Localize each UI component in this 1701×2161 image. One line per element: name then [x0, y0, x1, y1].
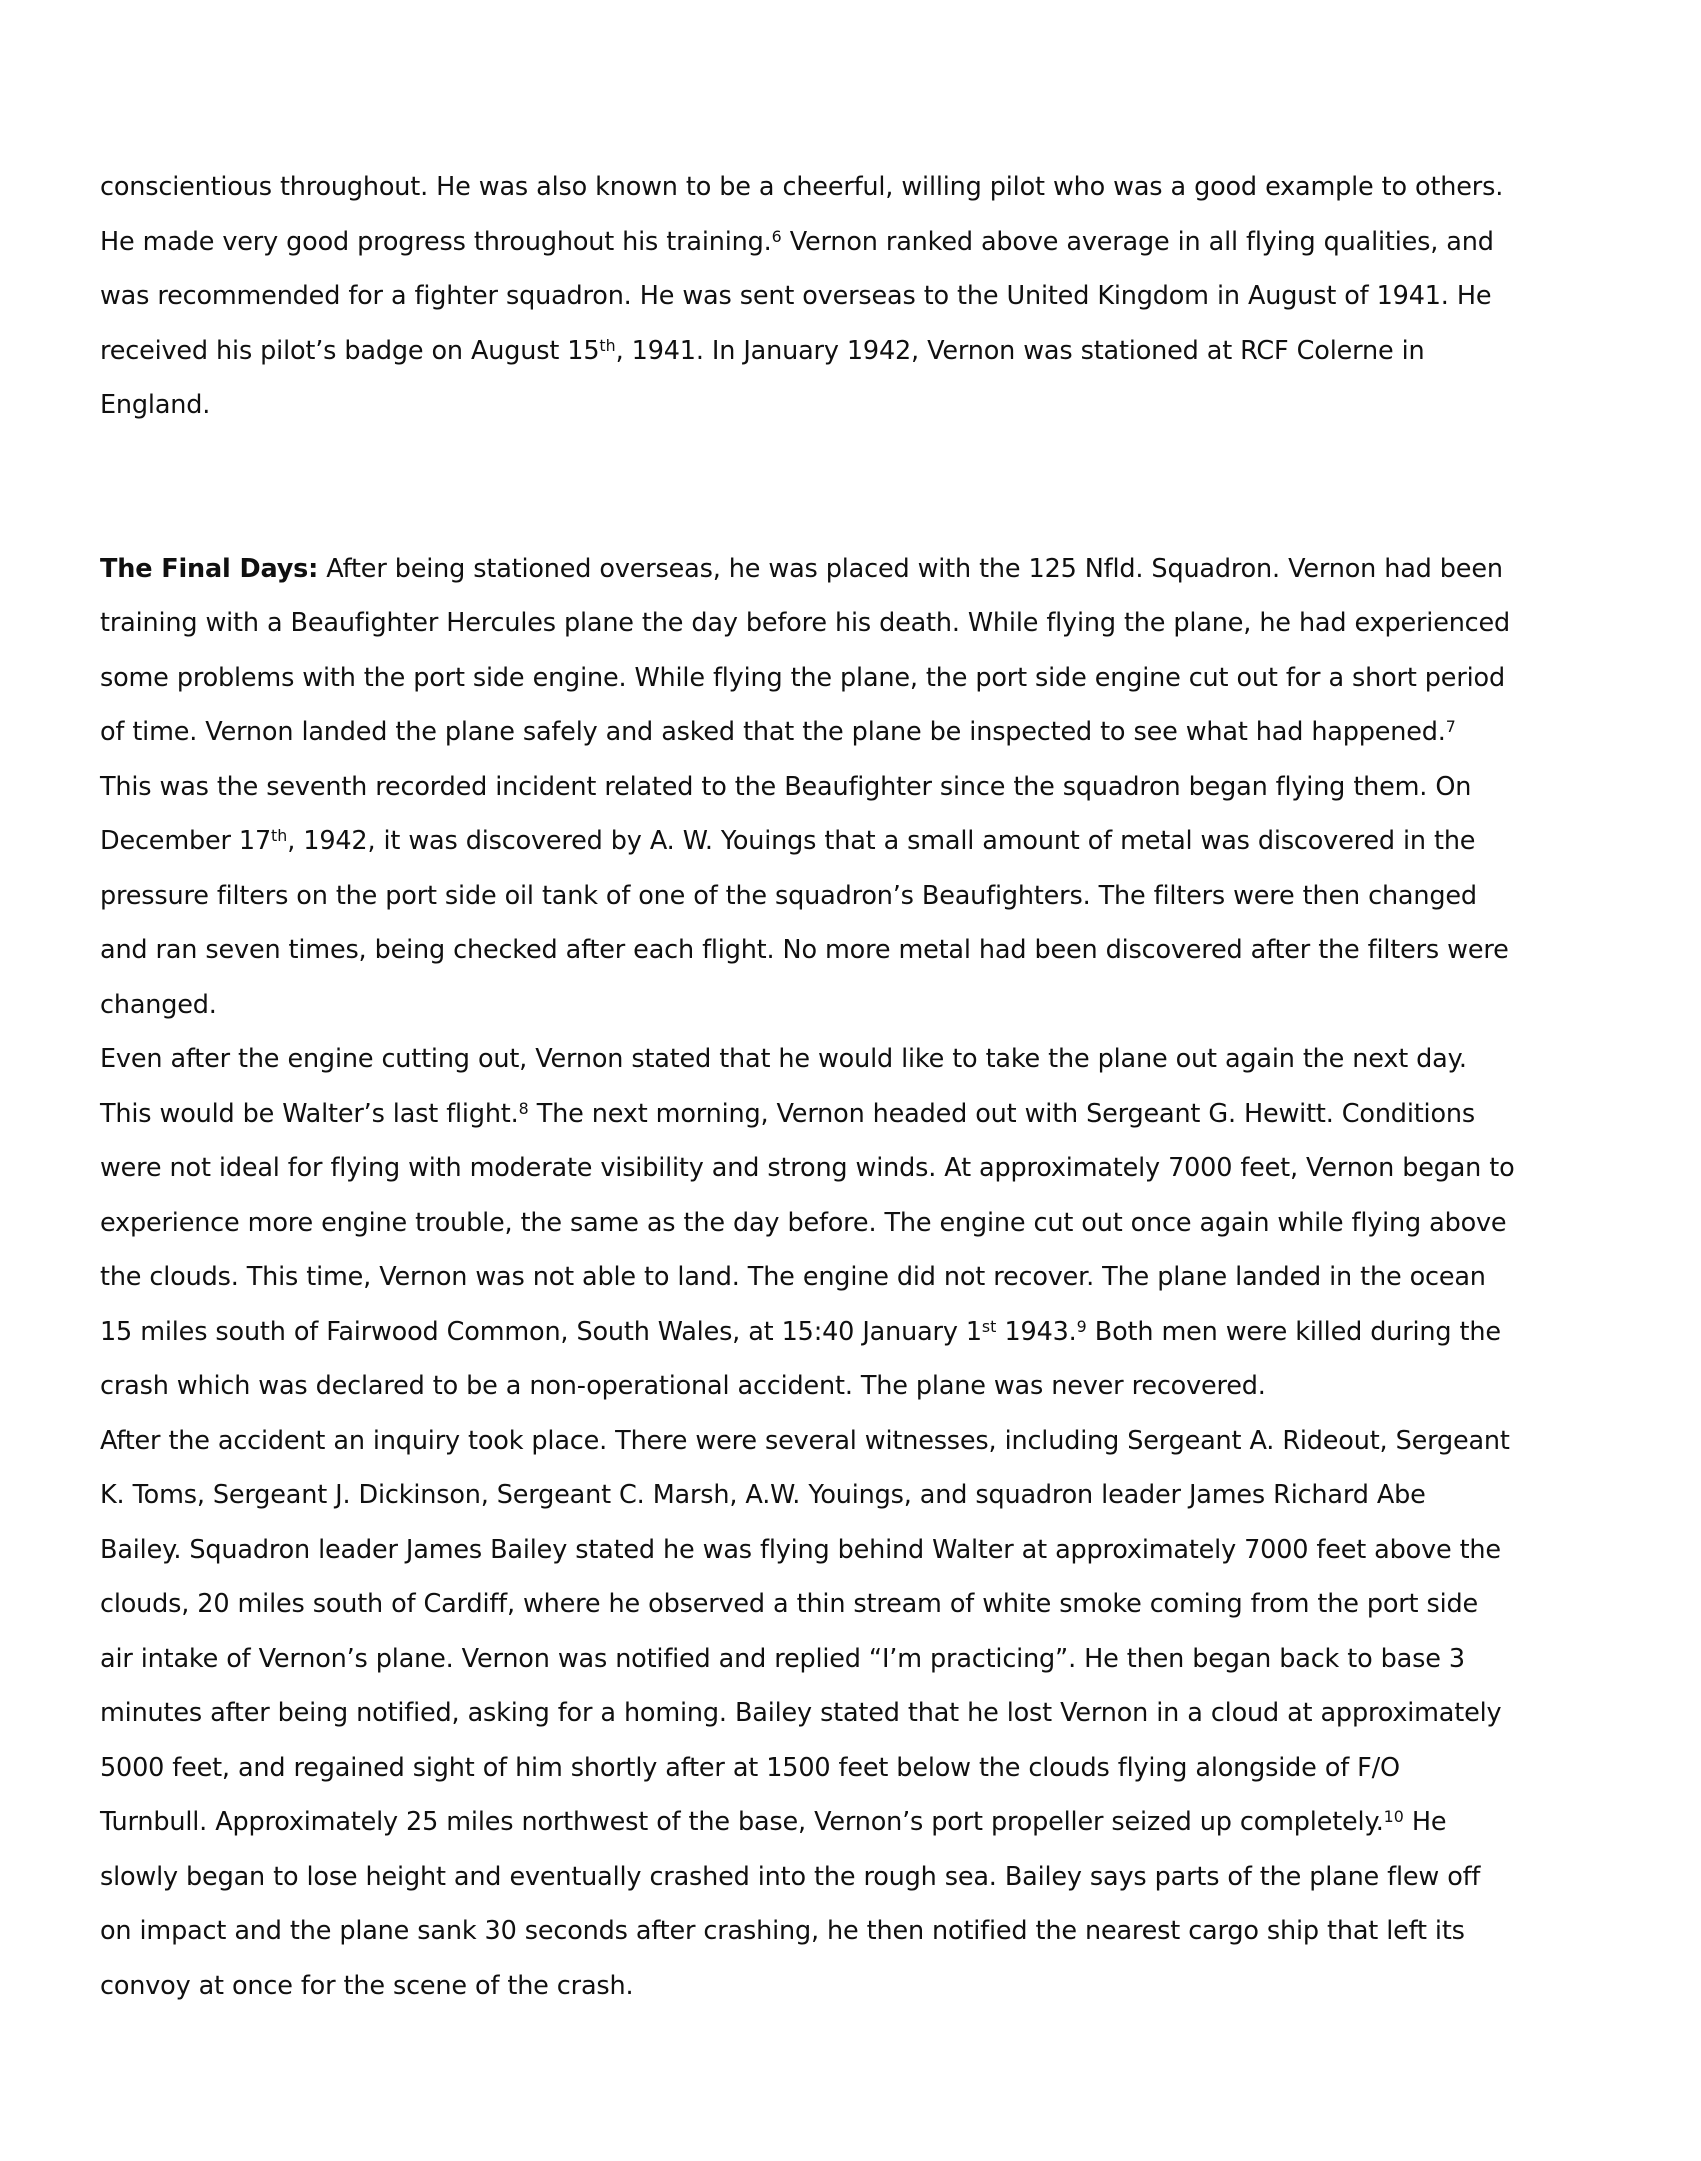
- document-body: [100, 160, 1515, 2013]
- paragraph-training-continued: [100, 160, 1515, 433]
- text-run: , 1941. In January 1942, Vernon was stationed at RCF Colerne in England.: [100, 335, 1425, 420]
- text-run: conscientious throughout. He was also known to be a cheerful, willing pilot who was a good example to others. He made very good progress throughout his training.: [100, 172, 1504, 257]
- paragraph-final-days: [100, 542, 1515, 1033]
- footnote-marker: 10: [1383, 1806, 1404, 1826]
- text-run: The next morning, Vernon headed out with Sergeant G. Hewitt. Conditions were not ideal for flying with moderate visibility and strong winds. At approximately 7000 feet, Vernon began to experience more engine trouble, the same as the day before. The engine cut out once again while flying above the clouds. This time, Vernon was not able to land. The engine did not recover. The plane landed in the ocean 15 miles south of Fairwood Common, South Wales, at 15:40 January 1: [100, 1098, 1515, 1347]
- paragraph-inquiry: [100, 1414, 1515, 2014]
- text-run: He slowly began to lose height and eventually crashed into the rough sea. Bailey says parts of the plane flew off on impact and the plane sank 30 seconds after crashing, he then notified the nearest cargo ship that left its convoy at once for the scene of the crash.: [100, 1807, 1481, 2001]
- text-run: 1943.: [996, 1316, 1077, 1347]
- text-run: , 1942, it was discovered by A. W. Youings that a small amount of metal was discovered in the pressure filters on the port side oil tank of one of the squadron’s Beaufighters. The filters were then changed and ran seven times, being checked after each flight. No more metal had been discovered after the filters were changed.: [100, 826, 1509, 1020]
- section-lead-label: The Final Days:: [100, 553, 319, 584]
- footnote-marker: 9: [1076, 1316, 1087, 1336]
- paragraph-last-flight: [100, 1032, 1515, 1414]
- text-run: Even after the engine cutting out, Vernon stated that he would like to take the plane out again the next day. This would be Walter’s last flight.: [100, 1044, 1467, 1129]
- paragraph-spacer: [100, 433, 1515, 542]
- text-run: This was the seventh recorded incident related to the Beaufighter since the squadron began flying them. On December 17: [100, 771, 1472, 856]
- text-run: After the accident an inquiry took place. There were several witnesses, including Sergeant A. Rideout, Sergeant K. Toms, Sergeant J. Dickinson, Sergeant C. Marsh, A.W. Youings, and squadron leader James Richard Abe Bailey. Squadron leader James Bailey stated he was flying behind Walter at approximately 7000 feet above the clouds, 20 miles south of Cardiff, where he observed a thin stream of white smoke coming from the port side air intake of Vernon’s plane. Vernon was notified and replied “I’m practicing”. He then began back to base 3 minutes after being notified, asking for a homing. Bailey stated that he lost Vernon in a cloud at approximately 5000 feet, and regained sight of him shortly after at 1500 feet below the clouds flying alongside of F/O Turnbull. Approximately 25 miles northwest of the base, Vernon’s port propeller seized up completely.: [100, 1425, 1510, 1837]
- footnote-marker: th: [271, 825, 288, 845]
- text-run: Vernon ranked above average in all flying qualities, and was recommended for a fighter squadron. He was sent overseas to the United Kingdom in August of 1941. He received his pilot’s badge on August 15: [100, 226, 1494, 366]
- footnote-marker: 8: [518, 1098, 529, 1118]
- footnote-marker: 7: [1445, 716, 1456, 736]
- text-run: Both men were killed during the crash which was declared to be a non-operational accident. The plane was never recovered.: [100, 1316, 1501, 1401]
- text-run: After being stationed overseas, he was placed with the 125 Nfld. Squadron. Vernon had been training with a Beaufighter Hercules plane the day before his death. While flying the plane, he had experienced some problems with the port side engine. While flying the plane, the port side engine cut out for a short period of time. Vernon landed the plane safely and asked that the plane be inspected to see what had happened.: [100, 553, 1511, 747]
- footnote-marker: 6: [771, 226, 782, 246]
- footnote-marker: th: [599, 335, 616, 355]
- footnote-marker: st: [981, 1316, 997, 1336]
